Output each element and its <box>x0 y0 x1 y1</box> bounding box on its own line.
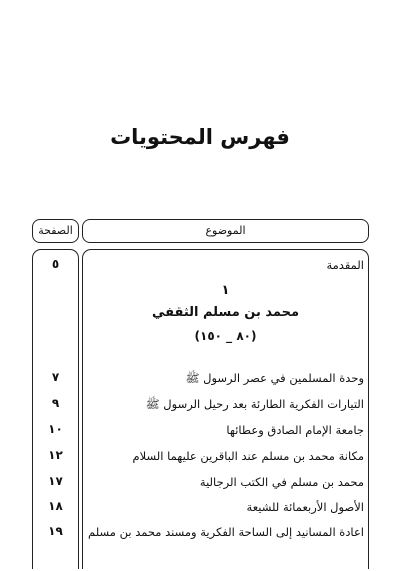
page-title: فهرس المحتويات <box>110 125 290 149</box>
toc-entry-title: اعادة المسانيد إلى الساحة الفكرية ومسند محمد بن مسلم <box>88 525 364 539</box>
toc-entry-title: التيارات الفكرية الطارئة بعد رحيل الرسول ﷺ <box>145 397 364 411</box>
toc-entry-title: وحدة المسلمين في عصر الرسول ﷺ <box>185 371 364 385</box>
toc-entry-page: ١٠ <box>48 422 63 436</box>
section-date-range: (٨٠ _ ١٥٠) <box>194 329 257 343</box>
subject-column-header: الموضوع <box>82 219 369 243</box>
section-name: محمد بن مسلم الثقفي <box>151 305 300 320</box>
toc-entry-title: جامعة الإمام الصادق وعطائها <box>226 423 364 437</box>
toc-entry-page: ١٧ <box>48 474 63 488</box>
toc-entry-intro-title: المقدمة <box>326 258 364 272</box>
toc-entry-title: مكانة محمد بن مسلم عند الباقرين عليهما السلام <box>132 449 364 463</box>
page-column-header: الصفحة <box>32 219 79 243</box>
toc-entry-page: ١٢ <box>48 448 63 462</box>
toc-entry-intro-page: ٥ <box>51 257 60 271</box>
toc-entry-title: الأصول الأربعمائة للشيعة <box>246 500 364 514</box>
toc-entry-page: ١٨ <box>48 499 63 513</box>
toc-entry-page: ١٩ <box>48 524 63 538</box>
toc-entry-page: ٧ <box>51 370 60 384</box>
toc-entry-title: محمد بن مسلم في الكتب الرجالية <box>199 475 364 489</box>
toc-entry-page: ٩ <box>51 396 60 410</box>
section-number: ١ <box>221 283 230 298</box>
